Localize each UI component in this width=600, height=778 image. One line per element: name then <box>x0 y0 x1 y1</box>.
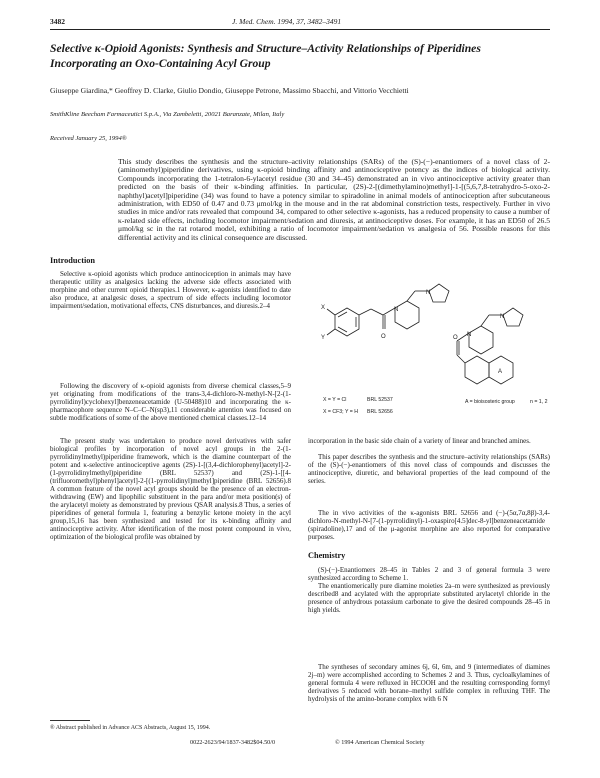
ring-label-a: A <box>498 369 503 375</box>
right-paragraph-3: The in vivo activities of the κ-agonists BRL 52656 and (−)-(5α,7α,8β)-3,4-dichloro-N-methyl-N-[7-(1-pyrrolidinyl)-1-oxaspiro[4.5]dec-8-yl]benzeneacetamide (spiradoline),17 and of the μ-agonist morphine are also reported for comparative purposes. <box>308 509 550 542</box>
intro-paragraph-1: Selective κ-opioid agonists which produce antinociception in animals may have therapeutic utility as analgesics lacking the adverse side effects associated with morphine and other current opioid therapies.1 However, κ-agonists identified to date also produce, at analgesic doses, a spectrum of side effects including locomotor impairment/sedation, motivational effects, CNS disturbances, and diuresis.2–4 <box>50 270 291 311</box>
journal-citation: J. Med. Chem. 1994, 37, 3482–3491 <box>232 17 342 26</box>
piperidine-ring-right <box>469 326 493 354</box>
structure-brl-compounds <box>327 284 449 336</box>
affiliation: SmithKline Beecham Farmaceutici S.p.A., Via Zambeletti, 20021 Baranzate, Milan, Italy <box>50 111 285 118</box>
chemistry-paragraph-2: The enantiomerically pure diamine moieties 2a–m were synthesized as previously described8 and acylated with the appropriate substituted arylacetyl chloride in the presence of anhydrous potassium carbonate to give the desired compounds 28–45 in high yields. <box>308 582 550 615</box>
structure-label-row1: X = Y = Cl <box>323 397 347 403</box>
abstract: This study describes the synthesis and the structure–activity relationships (SARs) of the (S)-(−)-enantiomers of a novel class of 2-(aminomethyl)piperidine derivatives, using κ-opioid binding affinity and antinociceptive potency as the indices of biological activity. Compounds incorporating the 1-tetralon-6-ylacetyl residue (30 and 34–45) demonstrated an in vivo antinociceptive activity greater than predicted on the basis of their κ-binding affinities. In particular, (2S)-2-[(dimethylamino)methyl]-1-[(5,6,7,8-tetrahydro-5-oxo-2-naphthyl)acetyl]piperidine (34) was found to have a potency similar to spiradoline in animal models of antinociception after subcutaneous administration, with ED50 of 0.47 and 0.73 μmol/kg in the mouse and in the rat abdominal constriction tests, respectively. Further in vivo studies in mice and/or rats revealed that compound 34, compared to other selective κ-agonists, has a reduced propensity to cause a number of κ-related side effects, including locomotor impairment/sedation and diuresis, at antinociceptive doses. For example, it has an ED50 of 26.5 μmol/kg sc in the rat rotarod model, exhibiting a ratio of locomotor impairment/sedation vs analgesia of 56. Possible reasons for this differential activity and its clinical consequence are discussed. <box>118 157 550 242</box>
general-formula-n: n = 1, 2 <box>530 399 548 405</box>
header-rule <box>50 29 550 30</box>
structure-general-formula <box>457 308 523 384</box>
carbonyl-oxygen-2: O <box>453 335 458 341</box>
page-number: 3482 <box>50 17 65 26</box>
received-date: Received January 25, 1994® <box>50 135 127 142</box>
introduction-heading: Introduction <box>50 256 96 265</box>
substituent-x: X <box>321 305 326 311</box>
article-title: Selective κ-Opioid Agonists: Synthesis and Structure–Activity Relationships of Piperidines Incorporating an Oxo-Containing Acyl Group <box>50 42 481 70</box>
ring-atom-n-3: N <box>467 332 472 338</box>
chemistry-paragraph-1: (S)-(−)-Enantiomers 28–45 in Tables 2 and 3 of general formula 3 were synthesized according to Scheme 1. <box>308 566 550 583</box>
chemistry-paragraph-3: The syntheses of secondary amines 6j, 6l, 6m, and 9 (intermediates of diamines 2j–m) were accomplished according to Schemes 2 and 3. Thus, cycloalkylamines of general formula 4 were refluxed in HCOOH and the resulting corresponding formyl derivatives 5 reduced with borane–methyl sulfide complex in refluxing THF. The hydrolysis of the amino-borane complex with 6 N <box>308 663 550 704</box>
structure-label-row2: X = CF3; Y = H <box>323 409 358 415</box>
benzene-ring-right <box>465 356 489 384</box>
author-list: Giuseppe Giardina,* Geoffrey D. Clarke, Giulio Dondio, Giuseppe Petrone, Massimo Sbacchi, and Vittorio Vecchietti <box>50 86 409 95</box>
ring-atom-n-4: N <box>500 314 505 320</box>
article-code: 0022-2623/94/1837-3482$04.50/0 <box>190 739 276 746</box>
ring-atom-n-1: N <box>394 307 399 313</box>
intro-paragraph-2: Following the discovery of κ-opioid agonists from diverse chemical classes,5–9 yet originating from modifications of the trans-3,4-dichloro-N-methyl-N-[2-(1-pyrrolidinyl)cyclohexyl]benzeneacetamide (U-50488)10 and incorporating the κ-pharmacophore sequence N–C–C–N(sp3),11 considerable attention was focused on subtle modifications of some of the above mentioned chemical classes.12–14 <box>50 382 291 423</box>
right-paragraph-2: This paper describes the synthesis and the structure–activity relationships (SARs) of the (S)-(−)-enantiomers of this novel class of compounds and discusses the antinociceptive, diuretic, and behavioral properties of the lead compound of the series. <box>308 453 550 486</box>
ring-atom-n-2: N <box>426 290 431 296</box>
structure-code-row1: BRL 52537 <box>367 397 393 403</box>
footnote-rule <box>50 720 90 721</box>
carbonyl-oxygen-1: O <box>381 334 386 340</box>
chemical-structures-figure <box>305 253 553 433</box>
substituent-y: Y <box>321 335 326 341</box>
footnote: ® Abstract published in Advance ACS Abstracts, August 15, 1994. <box>50 725 211 731</box>
intro-paragraph-3: The present study was undertaken to produce novel derivatives with safer biological profiles by incorporation of novel acyl groups in the 2-(1-pyrrolidinylmethyl)piperidine framework, which is the diamine counterpart of the potent and κ-selective antinociceptive agents (2S)-1-[(3,4-dichlorophenyl)acetyl]-2-(1-pyrrolidinylmethyl)piperidine (BRL 52537) and (2S)-1-[[4-(trifluoromethyl)phenyl]acetyl]-2-[(1-pyrrolidinyl)methyl]piperidine (BRL 52656).8 A common feature of the novel acyl groups should be the presence of an electron-withdrawing (EW) and lipophilic substituent in the para and/or meta position(s) of the arylacetyl moiety as demonstrated by previous QSAR analysis.8 Thus, a series of piperidines of general formula 1, featuring a benzylic ketone moiety in the acyl group,15,16 has been synthesized and tested for its κ-binding affinity and antinociceptive activity. After identification of the most potent compound in vivo, optimization of the biological profile was obtained by <box>50 437 291 542</box>
pyrrolidine-ring-right <box>503 308 523 326</box>
copyright-notice: © 1994 American Chemical Society <box>335 739 425 746</box>
structure-code-row2: BRL 52656 <box>367 409 393 415</box>
pyrrolidine-ring-left <box>429 284 449 302</box>
chemistry-heading: Chemistry <box>308 551 346 560</box>
right-paragraph-1: incorporation in the basic side chain of a variety of linear and branched amines. <box>308 437 531 445</box>
piperidine-ring-left <box>395 301 419 329</box>
general-formula-caption: A = bioisosteric group <box>465 399 515 405</box>
